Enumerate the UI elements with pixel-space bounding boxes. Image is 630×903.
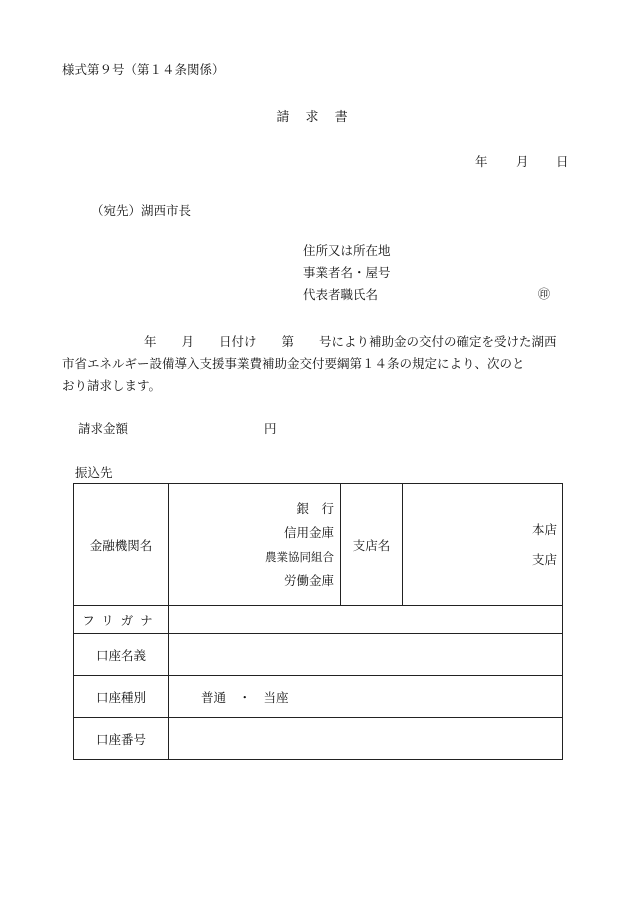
institution-type-shinkin: 信用金庫 — [283, 524, 334, 540]
institution-type-ja: 農業協同組合 — [265, 549, 334, 564]
institution-label: 金融機関名 — [74, 484, 169, 606]
account-type-options: 普通 ・ 当座 — [201, 689, 289, 705]
transfer-label: 振込先 — [75, 465, 113, 480]
addressee: （宛先）湖西市長 — [91, 203, 192, 218]
furigana-row — [74, 606, 563, 634]
date-month-label: 月 — [516, 154, 529, 169]
applicant-business-label: 事業者名・屋号 — [303, 265, 391, 280]
account-number-row — [74, 718, 563, 760]
bank-transfer-table — [73, 483, 563, 760]
holder-label: 口座名義 — [74, 634, 169, 676]
date-year-label: 年 — [475, 154, 488, 169]
holder-field[interactable] — [169, 634, 563, 676]
amount-label: 請求金額 — [78, 421, 129, 436]
branch-label: 支店名 — [341, 484, 403, 606]
document-title: 請 求 書 — [276, 110, 354, 125]
account-type-field[interactable] — [169, 676, 563, 718]
furigana-label: フリガナ — [74, 606, 169, 634]
form-number: 様式第９号（第１４条関係） — [62, 62, 225, 77]
branch-kind-branch: 支店 — [531, 551, 557, 567]
account-number-label: 口座番号 — [74, 718, 169, 760]
request-paragraph — [62, 331, 568, 397]
amount-unit: 円 — [264, 421, 277, 436]
institution-type-bank: 銀 行 — [296, 500, 334, 516]
seal-mark: ㊞ — [538, 287, 551, 301]
account-number-field[interactable] — [169, 718, 563, 760]
institution-type-cell[interactable] — [169, 484, 341, 606]
branch-cell[interactable] — [403, 484, 563, 606]
applicant-address-label: 住所又は所在地 — [303, 243, 391, 258]
account-type-row — [74, 676, 563, 718]
branch-kind-main: 本店 — [531, 521, 557, 537]
applicant-representative-label: 代表者職氏名 — [303, 287, 379, 302]
date-day-label: 日 — [556, 154, 569, 169]
furigana-field[interactable] — [169, 606, 563, 634]
account-type-label: 口座種別 — [74, 676, 169, 718]
holder-row — [74, 634, 563, 676]
paragraph-line-2: 市省エネルギー設備導入支援事業費補助金交付要綱第１４条の規定により、次のと — [62, 356, 525, 371]
institution-type-rokin: 労働金庫 — [283, 572, 334, 588]
institution-row — [74, 484, 563, 606]
paragraph-line-3: おり請求します。 — [62, 378, 162, 393]
paragraph-line-1: 年 月 日付け 第 号により補助金の交付の確定を受けた湖西 — [144, 334, 557, 349]
